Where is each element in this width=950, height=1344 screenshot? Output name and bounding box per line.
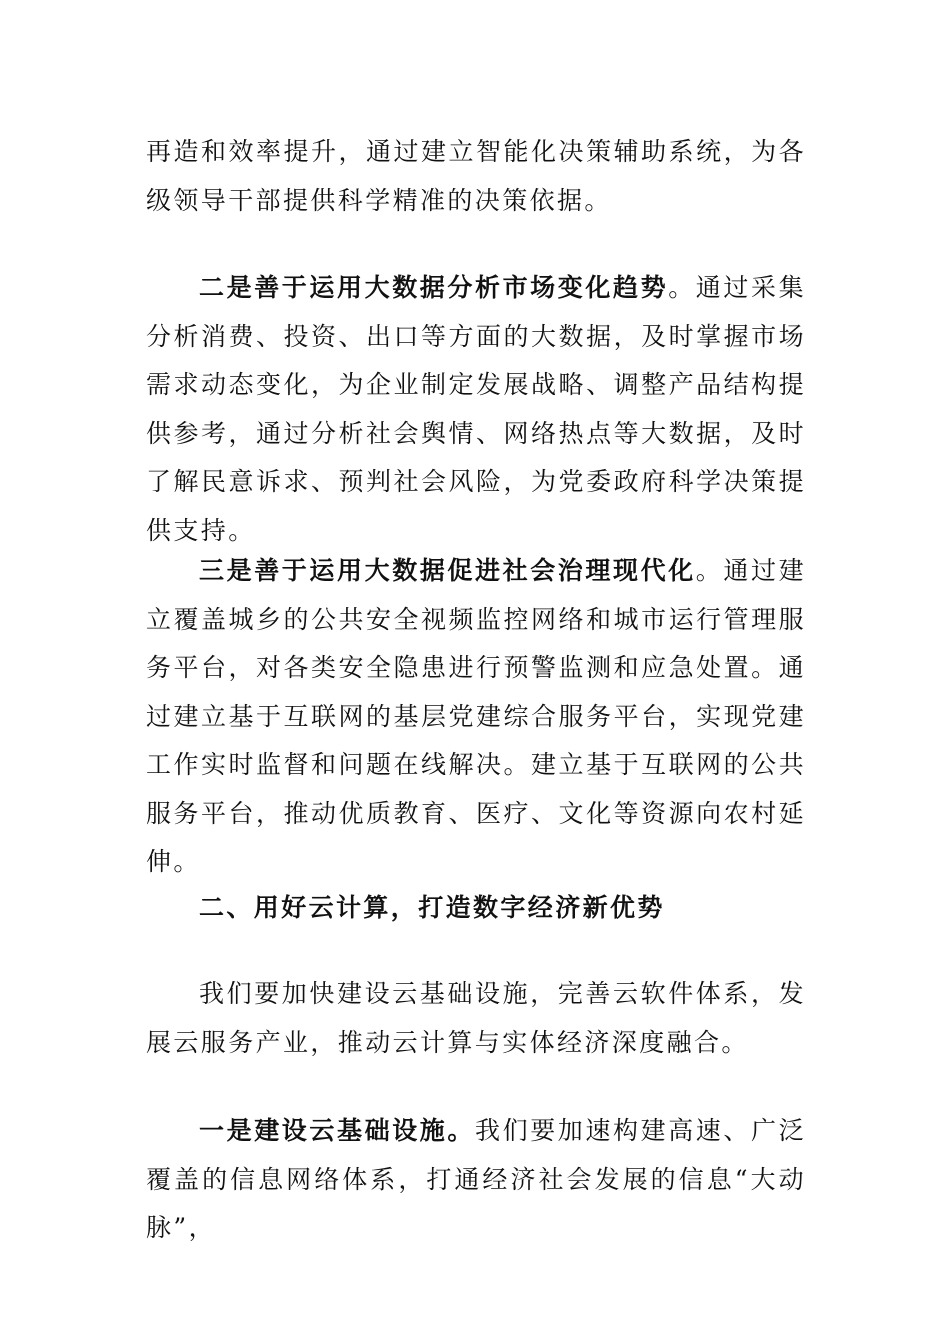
paragraph-text: 。通过建立覆盖城乡的公共安全视频监控网络和城市运行管理服务平台，对各类安全隐患进行预警监测和应急处置。通过建立基于互联网的基层党建综合服务平台，实现党建工作实时监督和问题在线解决。建立基于互联网的公共服务平台，推动优质教育、医疗、文化等资源向农村延伸。 — [146, 556, 806, 876]
paragraph-text: 我们要加速构建高速、广泛覆盖的信息网络体系，打通经济社会发展的信息“大动脉”， — [146, 1116, 806, 1242]
section-heading — [146, 884, 806, 933]
paragraph-social-governance — [146, 547, 806, 887]
paragraph-lead: 三是善于运用大数据促进社会治理现代化 — [199, 556, 696, 585]
paragraph-cloud-intro — [146, 970, 806, 1067]
section-heading-text: 二、用好云计算，打造数字经济新优势 — [199, 893, 665, 922]
paragraph-cloud-infrastructure — [146, 1107, 806, 1253]
paragraph-continuation — [146, 128, 806, 225]
paragraph-lead: 一是建设云基础设施。 — [199, 1116, 475, 1145]
paragraph-market-trends — [146, 264, 806, 555]
paragraph-text: 再造和效率提升，通过建立智能化决策辅助系统，为各级领导干部提供科学精准的决策依据。 — [146, 137, 806, 215]
paragraph-text: 。通过采集分析消费、投资、出口等方面的大数据，及时掌握市场需求动态变化，为企业制定发展战略、调整产品结构提供参考，通过分析社会舆情、网络热点等大数据，及时了解民意诉求、预判社会风险，为党委政府科学决策提供支持。 — [146, 273, 806, 545]
paragraph-text: 我们要加快建设云基础设施，完善云软件体系，发展云服务产业，推动云计算与实体经济深度融合。 — [146, 979, 806, 1057]
paragraph-lead: 二是善于运用大数据分析市场变化趋势 — [199, 273, 669, 302]
